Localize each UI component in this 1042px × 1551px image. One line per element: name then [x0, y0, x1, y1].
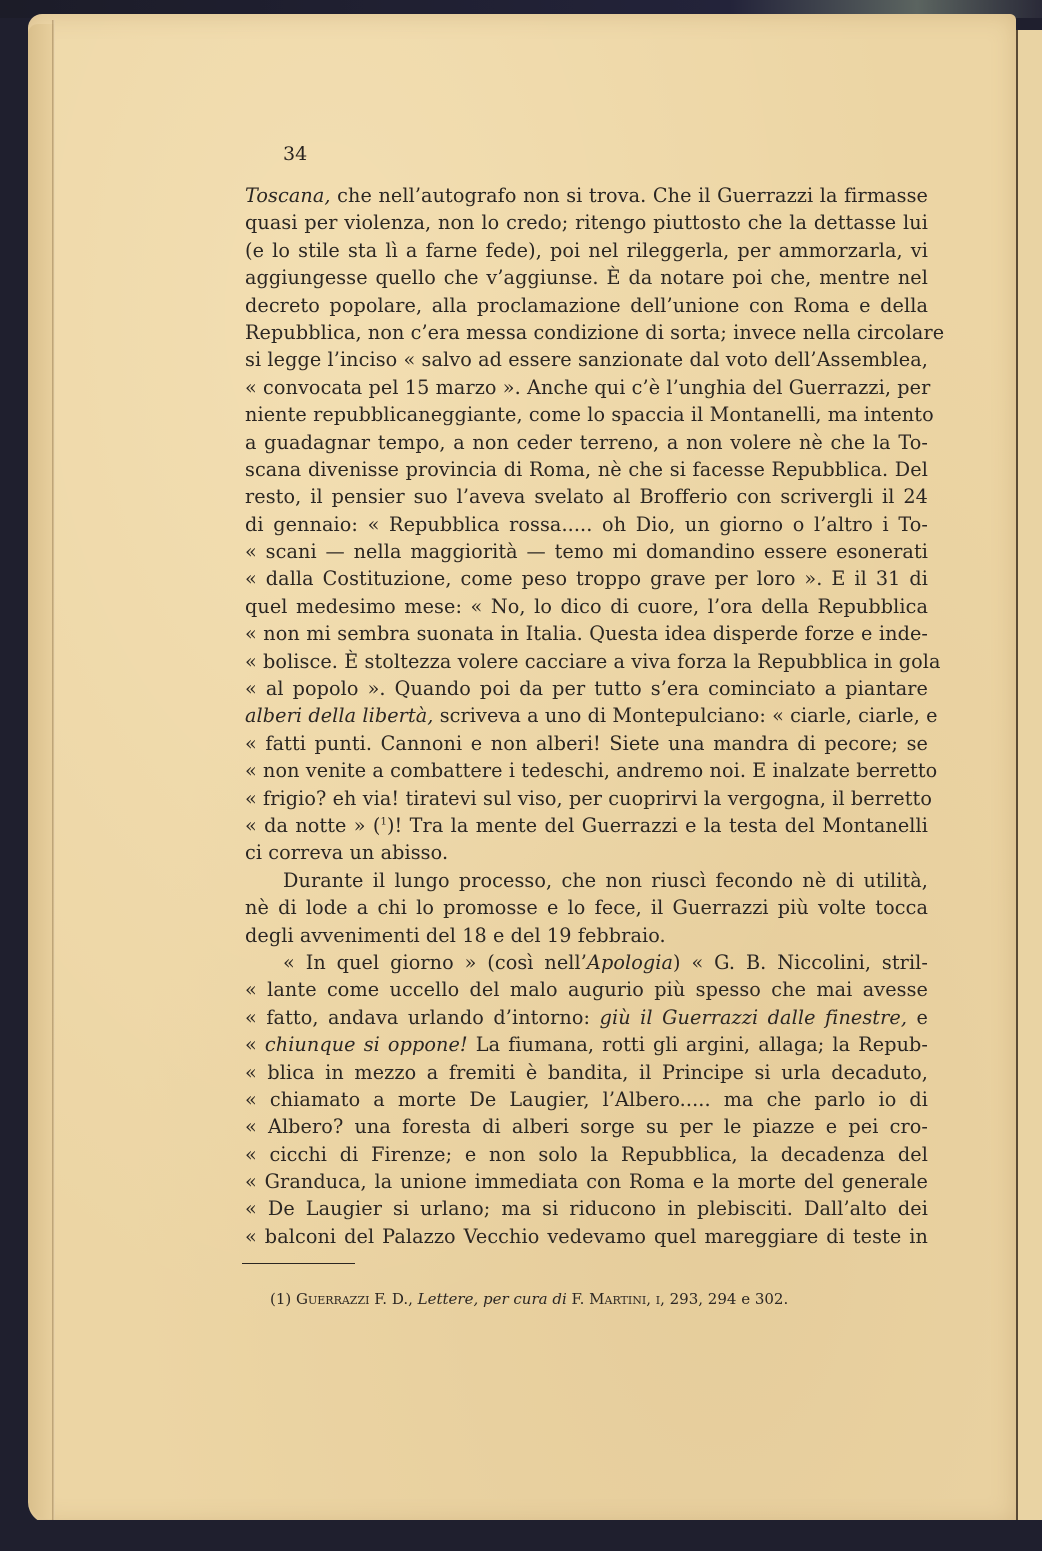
text-segment: decreto popolare, alla proclamazione dell’unione con Roma e della — [245, 293, 928, 317]
text-segment: (e lo stile sta lì a farne fede), poi nel rileggerla, per ammorzarla, vi — [245, 238, 928, 262]
text-segment: Guerrazzi — [296, 1290, 370, 1308]
text-line — [245, 648, 941, 675]
text-line — [245, 1086, 928, 1113]
text-segment: resto, il pensier suo l’aveva svelato al Brofferio con scrivergli il 24 — [245, 485, 928, 509]
text-line — [245, 702, 938, 729]
text-line — [245, 757, 938, 784]
text-line — [245, 593, 928, 620]
text-line — [245, 182, 928, 209]
text-line — [245, 730, 928, 757]
text-line — [245, 429, 928, 456]
text-segment: « fatto, andava urlando d’intorno: — [245, 1005, 600, 1029]
text-segment: F. — [566, 1290, 590, 1308]
text-segment: )! Tra la mente del Guerrazzi e la testa del Montanelli — [386, 813, 928, 837]
text-segment: « scani — nella maggiorità — temo mi domandino essere esonerati — [245, 540, 928, 564]
text-line — [245, 1223, 928, 1250]
text-line — [245, 867, 928, 894]
text-segment: « cicchi di Firenze; e non solo la Repubblica, la decadenza del — [245, 1142, 928, 1166]
text-segment: Repubblica, non c’era messa condizione di sorta; invece nella circolare — [245, 320, 945, 344]
text-segment: , — [646, 1290, 656, 1308]
text-segment: nè di lode a chi lo promosse e lo fece, il Guerrazzi più volte tocca — [245, 896, 928, 920]
text-segment: « non mi sembra suonata in Italia. Questa idea disperde forze e inde- — [245, 622, 928, 646]
text-line — [245, 1113, 928, 1140]
text-segment: ) « G. B. Niccolini, stril- — [673, 950, 928, 974]
text-segment: niente repubblicaneggiante, come lo spaccia il Montanelli, ma intento — [245, 403, 934, 427]
text-line — [245, 264, 928, 291]
text-line — [245, 922, 928, 949]
text-segment: « bolisce. È stoltezza volere cacciare a viva forza la Repubblica in gola — [245, 649, 941, 673]
text-segment: Durante il lungo processo, che non riuscì fecondo nè di utilità, — [283, 868, 928, 892]
text-segment: « frigio? eh via! tiratevi sul viso, per cuoprirvi la vergogna, il berretto — [245, 786, 932, 810]
text-line — [245, 1031, 928, 1058]
text-line — [245, 1195, 928, 1222]
text-line — [245, 620, 928, 647]
text-segment: « convocata pel 15 marzo ». Anche qui c’è l’unghia del Guerrazzi, per — [245, 375, 931, 399]
text-segment: F. D., — [369, 1290, 418, 1308]
text-segment: « dalla Costituzione, come peso troppo grave per loro ». E il 31 di — [245, 567, 928, 591]
text-segment: e — [907, 1005, 928, 1029]
text-segment: Martini — [589, 1290, 647, 1308]
text-segment: Apologia — [586, 950, 674, 974]
text-segment: scriveva a uno di Montepulciano: « ciarle, ciarle, e — [433, 704, 938, 728]
text-segment: , 293, 294 e 302. — [660, 1290, 789, 1308]
text-segment: a guadagnar tempo, a non ceder terreno, a non volere nè che la To- — [245, 430, 928, 454]
text-segment: Toscana, — [245, 184, 331, 207]
text-segment: « blica in mezzo a fremiti è bandita, il Principe si urla decaduto, — [245, 1060, 928, 1084]
text-line — [245, 319, 945, 346]
text-line — [245, 1059, 928, 1086]
text-line — [245, 346, 928, 373]
text-line — [245, 538, 928, 565]
page-fold-line — [52, 20, 55, 1520]
text-segment: « al popolo ». Quando poi da per tutto s’era cominciato a piantare — [245, 677, 928, 701]
text-line — [245, 675, 928, 702]
text-line — [245, 1168, 928, 1195]
text-segment: Lettere, per cura di — [417, 1290, 567, 1308]
footnote-marker: 1 — [380, 816, 387, 828]
text-line — [245, 401, 934, 428]
adjacent-page-edge — [1016, 30, 1042, 1520]
text-line — [245, 1141, 928, 1168]
text-segment: chiunque si oppone! — [264, 1033, 468, 1057]
text-line — [245, 374, 931, 401]
text-segment: che nell’autografo non si trova. Che il Guerrazzi la firmasse — [330, 184, 928, 207]
text-line — [245, 292, 928, 319]
text-segment: « In quel giorno » (così nell’ — [283, 950, 587, 974]
text-segment: (1) — [270, 1290, 297, 1308]
text-segment: ci correva un abisso. — [245, 841, 449, 865]
text-segment: quasi per violenza, non lo credo; ritengo piuttosto che la dettasse lui — [245, 211, 928, 235]
text-segment: « Albero? una foresta di alberi sorge su per le piazze e pei cro- — [245, 1115, 928, 1139]
text-segment: « non venite a combattere i tedeschi, andremo noi. E inalzate berretto — [245, 759, 938, 783]
text-segment: di gennaio: « Repubblica rossa..... oh Dio, un giorno o l’altro i To- — [245, 512, 928, 536]
text-segment: « da notte » ( — [245, 813, 381, 837]
text-segment: i — [655, 1290, 661, 1308]
text-segment: « chiamato a morte De Laugier, l’Albero..... ma che parlo io di — [245, 1087, 928, 1111]
text-line — [245, 456, 928, 483]
page-left-edge — [28, 24, 54, 1519]
scanner-background-bottom — [0, 1520, 1042, 1551]
text-line — [245, 209, 928, 236]
footnote-separator — [242, 1263, 355, 1264]
text-line — [245, 839, 928, 866]
text-line — [245, 483, 928, 510]
text-segment: « Granduca, la unione immediata con Roma e la morte del generale — [245, 1170, 928, 1194]
page-number: 34 — [283, 143, 308, 165]
text-line — [245, 511, 928, 538]
text-line — [245, 949, 928, 976]
text-line — [245, 812, 928, 839]
text-segment: quel medesimo mese: « No, lo dico di cuore, l’ora della Repubblica — [245, 594, 928, 618]
body-text — [245, 182, 945, 1250]
text-segment: « De Laugier si urlano; ma si riducono in plebisciti. Dall’alto dei — [245, 1197, 928, 1221]
text-line — [245, 976, 928, 1003]
text-segment: si legge l’inciso « salvo ad essere sanzionate dal voto dell’Assemblea, — [245, 348, 928, 372]
text-line — [245, 237, 928, 264]
text-segment: aggiungesse quello che v’aggiunse. È da notare poi che, mentre nel — [245, 266, 928, 290]
text-segment: degli avvenimenti del 18 e del 19 febbraio. — [245, 923, 666, 947]
text-segment: giù il Guerrazzi dalle finestre, — [599, 1005, 908, 1029]
text-segment: « — [245, 1033, 265, 1057]
text-segment: scana divenisse provincia di Roma, nè che si facesse Repubblica. Del — [245, 457, 928, 481]
text-segment: alberi della libertà, — [245, 704, 434, 728]
text-line — [245, 1004, 928, 1031]
text-line — [245, 894, 928, 921]
footnote — [270, 1290, 788, 1308]
text-line — [245, 785, 932, 812]
text-segment: « lante come uccello del malo augurio più spesso che mai avesse — [245, 978, 928, 1002]
text-line — [245, 565, 928, 592]
text-segment: « fatti punti. Cannoni e non alberi! Siete una mandra di pecore; se — [245, 731, 928, 755]
text-segment: « balconi del Palazzo Vecchio vedevamo quel mareggiare di teste in — [245, 1224, 928, 1248]
text-segment: La fiumana, rotti gli argini, allaga; la Repub- — [467, 1033, 928, 1057]
